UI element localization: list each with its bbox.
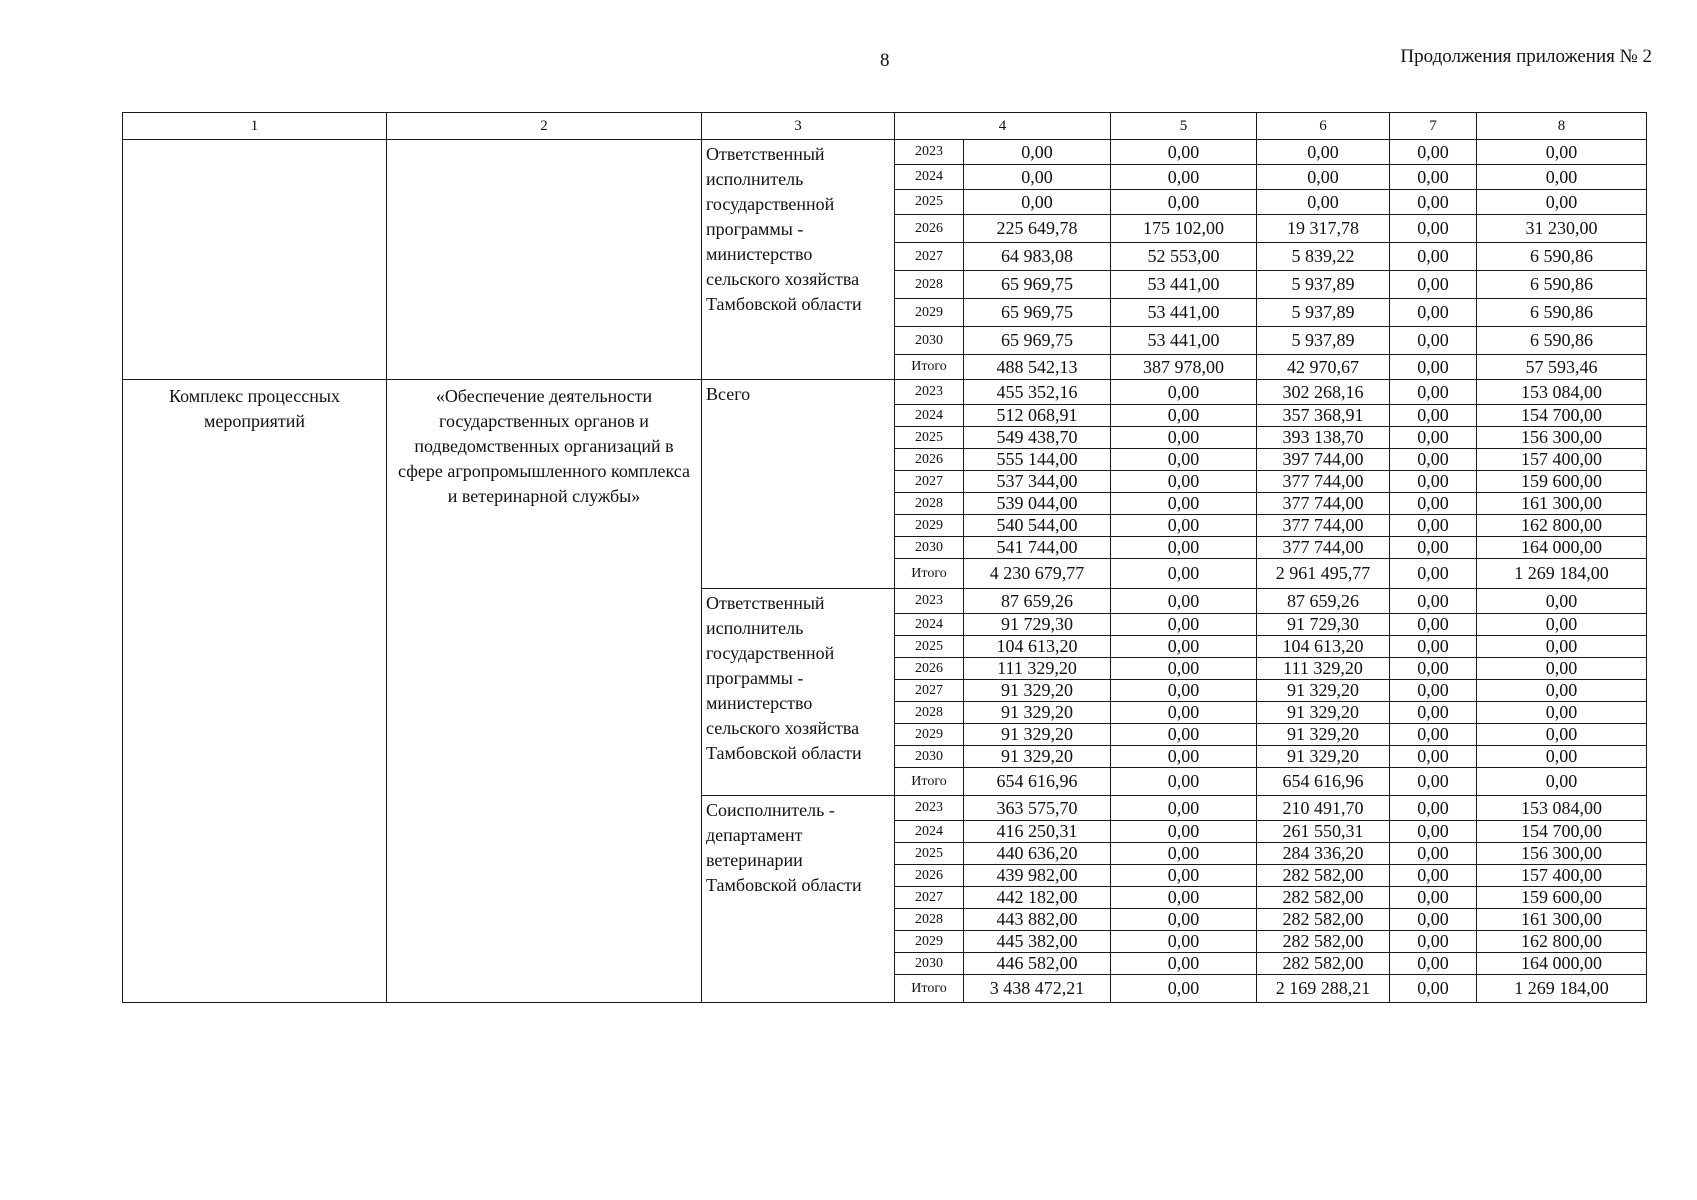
value-cell-8: 31 230,00 xyxy=(1477,215,1647,243)
value-cell-8: 6 590,86 xyxy=(1477,243,1647,271)
value-cell-4: 654 616,96 xyxy=(964,768,1111,796)
year-cell: 2030 xyxy=(895,953,964,975)
value-cell-4: 3 438 472,21 xyxy=(964,975,1111,1003)
value-cell-5: 0,00 xyxy=(1111,427,1257,449)
year-cell: 2028 xyxy=(895,493,964,515)
value-cell-4: 488 542,13 xyxy=(964,355,1111,380)
value-cell-5: 387 978,00 xyxy=(1111,355,1257,380)
value-cell-6: 282 582,00 xyxy=(1257,953,1390,975)
value-cell-7: 0,00 xyxy=(1390,405,1477,427)
value-cell-7: 0,00 xyxy=(1390,796,1477,821)
year-cell: Итого xyxy=(895,768,964,796)
value-cell-5: 0,00 xyxy=(1111,680,1257,702)
value-cell-4: 555 144,00 xyxy=(964,449,1111,471)
value-cell-4: 87 659,26 xyxy=(964,589,1111,614)
year-cell: 2024 xyxy=(895,405,964,427)
year-cell: 2024 xyxy=(895,821,964,843)
value-cell-8: 156 300,00 xyxy=(1477,427,1647,449)
value-cell-8: 156 300,00 xyxy=(1477,843,1647,865)
value-cell-7: 0,00 xyxy=(1390,271,1477,299)
value-cell-5: 0,00 xyxy=(1111,865,1257,887)
value-cell-7: 0,00 xyxy=(1390,909,1477,931)
value-cell-4: 439 982,00 xyxy=(964,865,1111,887)
year-cell: Итого xyxy=(895,975,964,1003)
value-cell-6: 377 744,00 xyxy=(1257,493,1390,515)
column-header: 3 xyxy=(702,113,895,140)
value-cell-6: 0,00 xyxy=(1257,140,1390,165)
value-cell-7: 0,00 xyxy=(1390,887,1477,909)
activity-name-cell: «Обеспечение деятельности государственных органов и подведомственных организаций в сфере агропромышленного комплекса и ветеринарной службы» xyxy=(387,380,702,1003)
value-cell-6: 357 368,91 xyxy=(1257,405,1390,427)
value-cell-8: 161 300,00 xyxy=(1477,909,1647,931)
value-cell-7: 0,00 xyxy=(1390,589,1477,614)
value-cell-6: 2 961 495,77 xyxy=(1257,559,1390,589)
value-cell-5: 0,00 xyxy=(1111,658,1257,680)
year-cell: 2023 xyxy=(895,380,964,405)
value-cell-5: 0,00 xyxy=(1111,449,1257,471)
table-header xyxy=(123,113,1647,140)
year-cell: 2025 xyxy=(895,190,964,215)
value-cell-4: 65 969,75 xyxy=(964,327,1111,355)
value-cell-5: 0,00 xyxy=(1111,975,1257,1003)
value-cell-5: 0,00 xyxy=(1111,190,1257,215)
executor-cell: Ответственный исполнитель государственной программы - министерство сельского хозяйства Тамбовской области xyxy=(702,140,895,380)
value-cell-6: 284 336,20 xyxy=(1257,843,1390,865)
value-cell-8: 153 084,00 xyxy=(1477,380,1647,405)
value-cell-7: 0,00 xyxy=(1390,140,1477,165)
value-cell-8: 0,00 xyxy=(1477,746,1647,768)
value-cell-6: 210 491,70 xyxy=(1257,796,1390,821)
value-cell-7: 0,00 xyxy=(1390,493,1477,515)
year-cell: 2024 xyxy=(895,165,964,190)
year-cell: 2025 xyxy=(895,427,964,449)
value-cell-7: 0,00 xyxy=(1390,427,1477,449)
value-cell-7: 0,00 xyxy=(1390,537,1477,559)
value-cell-8: 0,00 xyxy=(1477,614,1647,636)
value-cell-5: 0,00 xyxy=(1111,746,1257,768)
column-header: 6 xyxy=(1257,113,1390,140)
value-cell-7: 0,00 xyxy=(1390,843,1477,865)
column-header: 2 xyxy=(387,113,702,140)
value-cell-5: 0,00 xyxy=(1111,614,1257,636)
value-cell-7: 0,00 xyxy=(1390,658,1477,680)
activity-type-cell xyxy=(123,140,387,380)
value-cell-4: 4 230 679,77 xyxy=(964,559,1111,589)
value-cell-4: 0,00 xyxy=(964,140,1111,165)
value-cell-5: 0,00 xyxy=(1111,796,1257,821)
value-cell-6: 282 582,00 xyxy=(1257,909,1390,931)
table-row xyxy=(123,140,1647,165)
value-cell-4: 455 352,16 xyxy=(964,380,1111,405)
year-cell: 2023 xyxy=(895,796,964,821)
value-cell-6: 5 937,89 xyxy=(1257,271,1390,299)
year-cell: 2025 xyxy=(895,843,964,865)
value-cell-6: 261 550,31 xyxy=(1257,821,1390,843)
value-cell-6: 91 329,20 xyxy=(1257,746,1390,768)
value-cell-6: 42 970,67 xyxy=(1257,355,1390,380)
executor-cell: Соисполнитель - департамент ветеринарии Тамбовской области xyxy=(702,796,895,1003)
column-header: 1 xyxy=(123,113,387,140)
year-cell: 2027 xyxy=(895,471,964,493)
value-cell-8: 6 590,86 xyxy=(1477,271,1647,299)
value-cell-8: 0,00 xyxy=(1477,658,1647,680)
year-cell: 2028 xyxy=(895,909,964,931)
value-cell-6: 377 744,00 xyxy=(1257,515,1390,537)
value-cell-4: 225 649,78 xyxy=(964,215,1111,243)
value-cell-8: 0,00 xyxy=(1477,724,1647,746)
value-cell-7: 0,00 xyxy=(1390,243,1477,271)
value-cell-6: 91 329,20 xyxy=(1257,724,1390,746)
value-cell-4: 363 575,70 xyxy=(964,796,1111,821)
value-cell-7: 0,00 xyxy=(1390,746,1477,768)
table-row xyxy=(123,380,1647,405)
value-cell-4: 64 983,08 xyxy=(964,243,1111,271)
value-cell-7: 0,00 xyxy=(1390,975,1477,1003)
value-cell-6: 282 582,00 xyxy=(1257,931,1390,953)
value-cell-7: 0,00 xyxy=(1390,702,1477,724)
value-cell-5: 0,00 xyxy=(1111,559,1257,589)
year-cell: 2027 xyxy=(895,680,964,702)
year-cell: 2027 xyxy=(895,887,964,909)
column-header: 5 xyxy=(1111,113,1257,140)
year-cell: 2030 xyxy=(895,327,964,355)
value-cell-6: 377 744,00 xyxy=(1257,537,1390,559)
value-cell-4: 65 969,75 xyxy=(964,271,1111,299)
value-cell-8: 6 590,86 xyxy=(1477,327,1647,355)
value-cell-7: 0,00 xyxy=(1390,355,1477,380)
column-header: 7 xyxy=(1390,113,1477,140)
value-cell-5: 0,00 xyxy=(1111,165,1257,190)
year-cell: 2029 xyxy=(895,724,964,746)
value-cell-4: 111 329,20 xyxy=(964,658,1111,680)
value-cell-7: 0,00 xyxy=(1390,215,1477,243)
year-cell: 2023 xyxy=(895,589,964,614)
value-cell-7: 0,00 xyxy=(1390,614,1477,636)
value-cell-4: 442 182,00 xyxy=(964,887,1111,909)
value-cell-5: 0,00 xyxy=(1111,931,1257,953)
value-cell-7: 0,00 xyxy=(1390,380,1477,405)
value-cell-7: 0,00 xyxy=(1390,865,1477,887)
value-cell-5: 53 441,00 xyxy=(1111,327,1257,355)
value-cell-4: 91 329,20 xyxy=(964,724,1111,746)
value-cell-7: 0,00 xyxy=(1390,724,1477,746)
value-cell-4: 65 969,75 xyxy=(964,299,1111,327)
value-cell-4: 91 329,20 xyxy=(964,746,1111,768)
value-cell-6: 5 839,22 xyxy=(1257,243,1390,271)
value-cell-8: 164 000,00 xyxy=(1477,953,1647,975)
value-cell-4: 91 329,20 xyxy=(964,680,1111,702)
value-cell-5: 0,00 xyxy=(1111,768,1257,796)
value-cell-5: 0,00 xyxy=(1111,493,1257,515)
value-cell-8: 159 600,00 xyxy=(1477,471,1647,493)
value-cell-8: 161 300,00 xyxy=(1477,493,1647,515)
value-cell-8: 0,00 xyxy=(1477,190,1647,215)
value-cell-6: 393 138,70 xyxy=(1257,427,1390,449)
value-cell-5: 0,00 xyxy=(1111,405,1257,427)
value-cell-4: 539 044,00 xyxy=(964,493,1111,515)
value-cell-8: 57 593,46 xyxy=(1477,355,1647,380)
year-cell: 2026 xyxy=(895,865,964,887)
value-cell-6: 111 329,20 xyxy=(1257,658,1390,680)
executor-cell: Ответственный исполнитель государственной программы - министерство сельского хозяйства Тамбовской области xyxy=(702,589,895,796)
value-cell-5: 0,00 xyxy=(1111,515,1257,537)
value-cell-5: 0,00 xyxy=(1111,702,1257,724)
value-cell-6: 282 582,00 xyxy=(1257,865,1390,887)
value-cell-8: 0,00 xyxy=(1477,680,1647,702)
value-cell-8: 162 800,00 xyxy=(1477,931,1647,953)
value-cell-8: 1 269 184,00 xyxy=(1477,975,1647,1003)
year-cell: 2029 xyxy=(895,299,964,327)
value-cell-8: 0,00 xyxy=(1477,702,1647,724)
value-cell-7: 0,00 xyxy=(1390,327,1477,355)
value-cell-8: 159 600,00 xyxy=(1477,887,1647,909)
value-cell-6: 91 329,20 xyxy=(1257,680,1390,702)
value-cell-7: 0,00 xyxy=(1390,515,1477,537)
value-cell-5: 0,00 xyxy=(1111,821,1257,843)
value-cell-7: 0,00 xyxy=(1390,190,1477,215)
value-cell-5: 53 441,00 xyxy=(1111,271,1257,299)
value-cell-4: 0,00 xyxy=(964,190,1111,215)
value-cell-8: 0,00 xyxy=(1477,140,1647,165)
year-cell: 2030 xyxy=(895,537,964,559)
value-cell-7: 0,00 xyxy=(1390,165,1477,190)
value-cell-7: 0,00 xyxy=(1390,559,1477,589)
value-cell-7: 0,00 xyxy=(1390,680,1477,702)
year-cell: Итого xyxy=(895,559,964,589)
value-cell-4: 537 344,00 xyxy=(964,471,1111,493)
value-cell-5: 52 553,00 xyxy=(1111,243,1257,271)
column-header: 8 xyxy=(1477,113,1647,140)
year-cell: 2030 xyxy=(895,746,964,768)
value-cell-5: 0,00 xyxy=(1111,636,1257,658)
value-cell-4: 91 329,20 xyxy=(964,702,1111,724)
value-cell-7: 0,00 xyxy=(1390,449,1477,471)
value-cell-5: 175 102,00 xyxy=(1111,215,1257,243)
year-cell: 2026 xyxy=(895,215,964,243)
value-cell-7: 0,00 xyxy=(1390,768,1477,796)
year-cell: 2029 xyxy=(895,515,964,537)
value-cell-6: 5 937,89 xyxy=(1257,299,1390,327)
value-cell-8: 0,00 xyxy=(1477,768,1647,796)
value-cell-4: 0,00 xyxy=(964,165,1111,190)
year-cell: 2028 xyxy=(895,271,964,299)
value-cell-4: 416 250,31 xyxy=(964,821,1111,843)
year-cell: 2026 xyxy=(895,449,964,471)
value-cell-6: 5 937,89 xyxy=(1257,327,1390,355)
value-cell-6: 91 729,30 xyxy=(1257,614,1390,636)
executor-cell: Всего xyxy=(702,380,895,589)
year-cell: 2027 xyxy=(895,243,964,271)
value-cell-4: 512 068,91 xyxy=(964,405,1111,427)
value-cell-8: 0,00 xyxy=(1477,589,1647,614)
value-cell-8: 157 400,00 xyxy=(1477,865,1647,887)
value-cell-4: 446 582,00 xyxy=(964,953,1111,975)
year-cell: 2028 xyxy=(895,702,964,724)
value-cell-6: 654 616,96 xyxy=(1257,768,1390,796)
value-cell-4: 91 729,30 xyxy=(964,614,1111,636)
value-cell-7: 0,00 xyxy=(1390,636,1477,658)
value-cell-8: 154 700,00 xyxy=(1477,405,1647,427)
value-cell-7: 0,00 xyxy=(1390,953,1477,975)
value-cell-6: 0,00 xyxy=(1257,190,1390,215)
year-cell: 2025 xyxy=(895,636,964,658)
value-cell-4: 443 882,00 xyxy=(964,909,1111,931)
value-cell-6: 0,00 xyxy=(1257,165,1390,190)
value-cell-5: 53 441,00 xyxy=(1111,299,1257,327)
value-cell-5: 0,00 xyxy=(1111,471,1257,493)
value-cell-4: 541 744,00 xyxy=(964,537,1111,559)
value-cell-4: 549 438,70 xyxy=(964,427,1111,449)
value-cell-8: 1 269 184,00 xyxy=(1477,559,1647,589)
value-cell-6: 397 744,00 xyxy=(1257,449,1390,471)
value-cell-4: 104 613,20 xyxy=(964,636,1111,658)
value-cell-6: 104 613,20 xyxy=(1257,636,1390,658)
value-cell-5: 0,00 xyxy=(1111,380,1257,405)
value-cell-5: 0,00 xyxy=(1111,537,1257,559)
value-cell-5: 0,00 xyxy=(1111,843,1257,865)
value-cell-6: 302 268,16 xyxy=(1257,380,1390,405)
value-cell-8: 164 000,00 xyxy=(1477,537,1647,559)
page-number: 8 xyxy=(880,50,890,71)
value-cell-7: 0,00 xyxy=(1390,299,1477,327)
activity-name-cell xyxy=(387,140,702,380)
year-cell: Итого xyxy=(895,355,964,380)
value-cell-7: 0,00 xyxy=(1390,931,1477,953)
value-cell-5: 0,00 xyxy=(1111,887,1257,909)
value-cell-5: 0,00 xyxy=(1111,724,1257,746)
value-cell-6: 87 659,26 xyxy=(1257,589,1390,614)
value-cell-5: 0,00 xyxy=(1111,909,1257,931)
value-cell-5: 0,00 xyxy=(1111,953,1257,975)
value-cell-8: 157 400,00 xyxy=(1477,449,1647,471)
year-cell: 2023 xyxy=(895,140,964,165)
value-cell-6: 377 744,00 xyxy=(1257,471,1390,493)
value-cell-6: 2 169 288,21 xyxy=(1257,975,1390,1003)
year-cell: 2026 xyxy=(895,658,964,680)
value-cell-8: 0,00 xyxy=(1477,165,1647,190)
value-cell-4: 445 382,00 xyxy=(964,931,1111,953)
value-cell-5: 0,00 xyxy=(1111,140,1257,165)
year-cell: 2029 xyxy=(895,931,964,953)
value-cell-8: 162 800,00 xyxy=(1477,515,1647,537)
value-cell-8: 0,00 xyxy=(1477,636,1647,658)
value-cell-4: 440 636,20 xyxy=(964,843,1111,865)
value-cell-8: 153 084,00 xyxy=(1477,796,1647,821)
page-caption: Продолжения приложения № 2 xyxy=(1400,46,1652,67)
table-body xyxy=(123,140,1647,1003)
value-cell-7: 0,00 xyxy=(1390,471,1477,493)
value-cell-8: 154 700,00 xyxy=(1477,821,1647,843)
value-cell-6: 19 317,78 xyxy=(1257,215,1390,243)
value-cell-6: 282 582,00 xyxy=(1257,887,1390,909)
activity-type-cell: Комплекс процессных мероприятий xyxy=(123,380,387,1003)
budget-table xyxy=(122,112,1647,1003)
column-header: 4 xyxy=(895,113,1111,140)
value-cell-6: 91 329,20 xyxy=(1257,702,1390,724)
value-cell-4: 540 544,00 xyxy=(964,515,1111,537)
value-cell-8: 6 590,86 xyxy=(1477,299,1647,327)
value-cell-5: 0,00 xyxy=(1111,589,1257,614)
year-cell: 2024 xyxy=(895,614,964,636)
value-cell-7: 0,00 xyxy=(1390,821,1477,843)
